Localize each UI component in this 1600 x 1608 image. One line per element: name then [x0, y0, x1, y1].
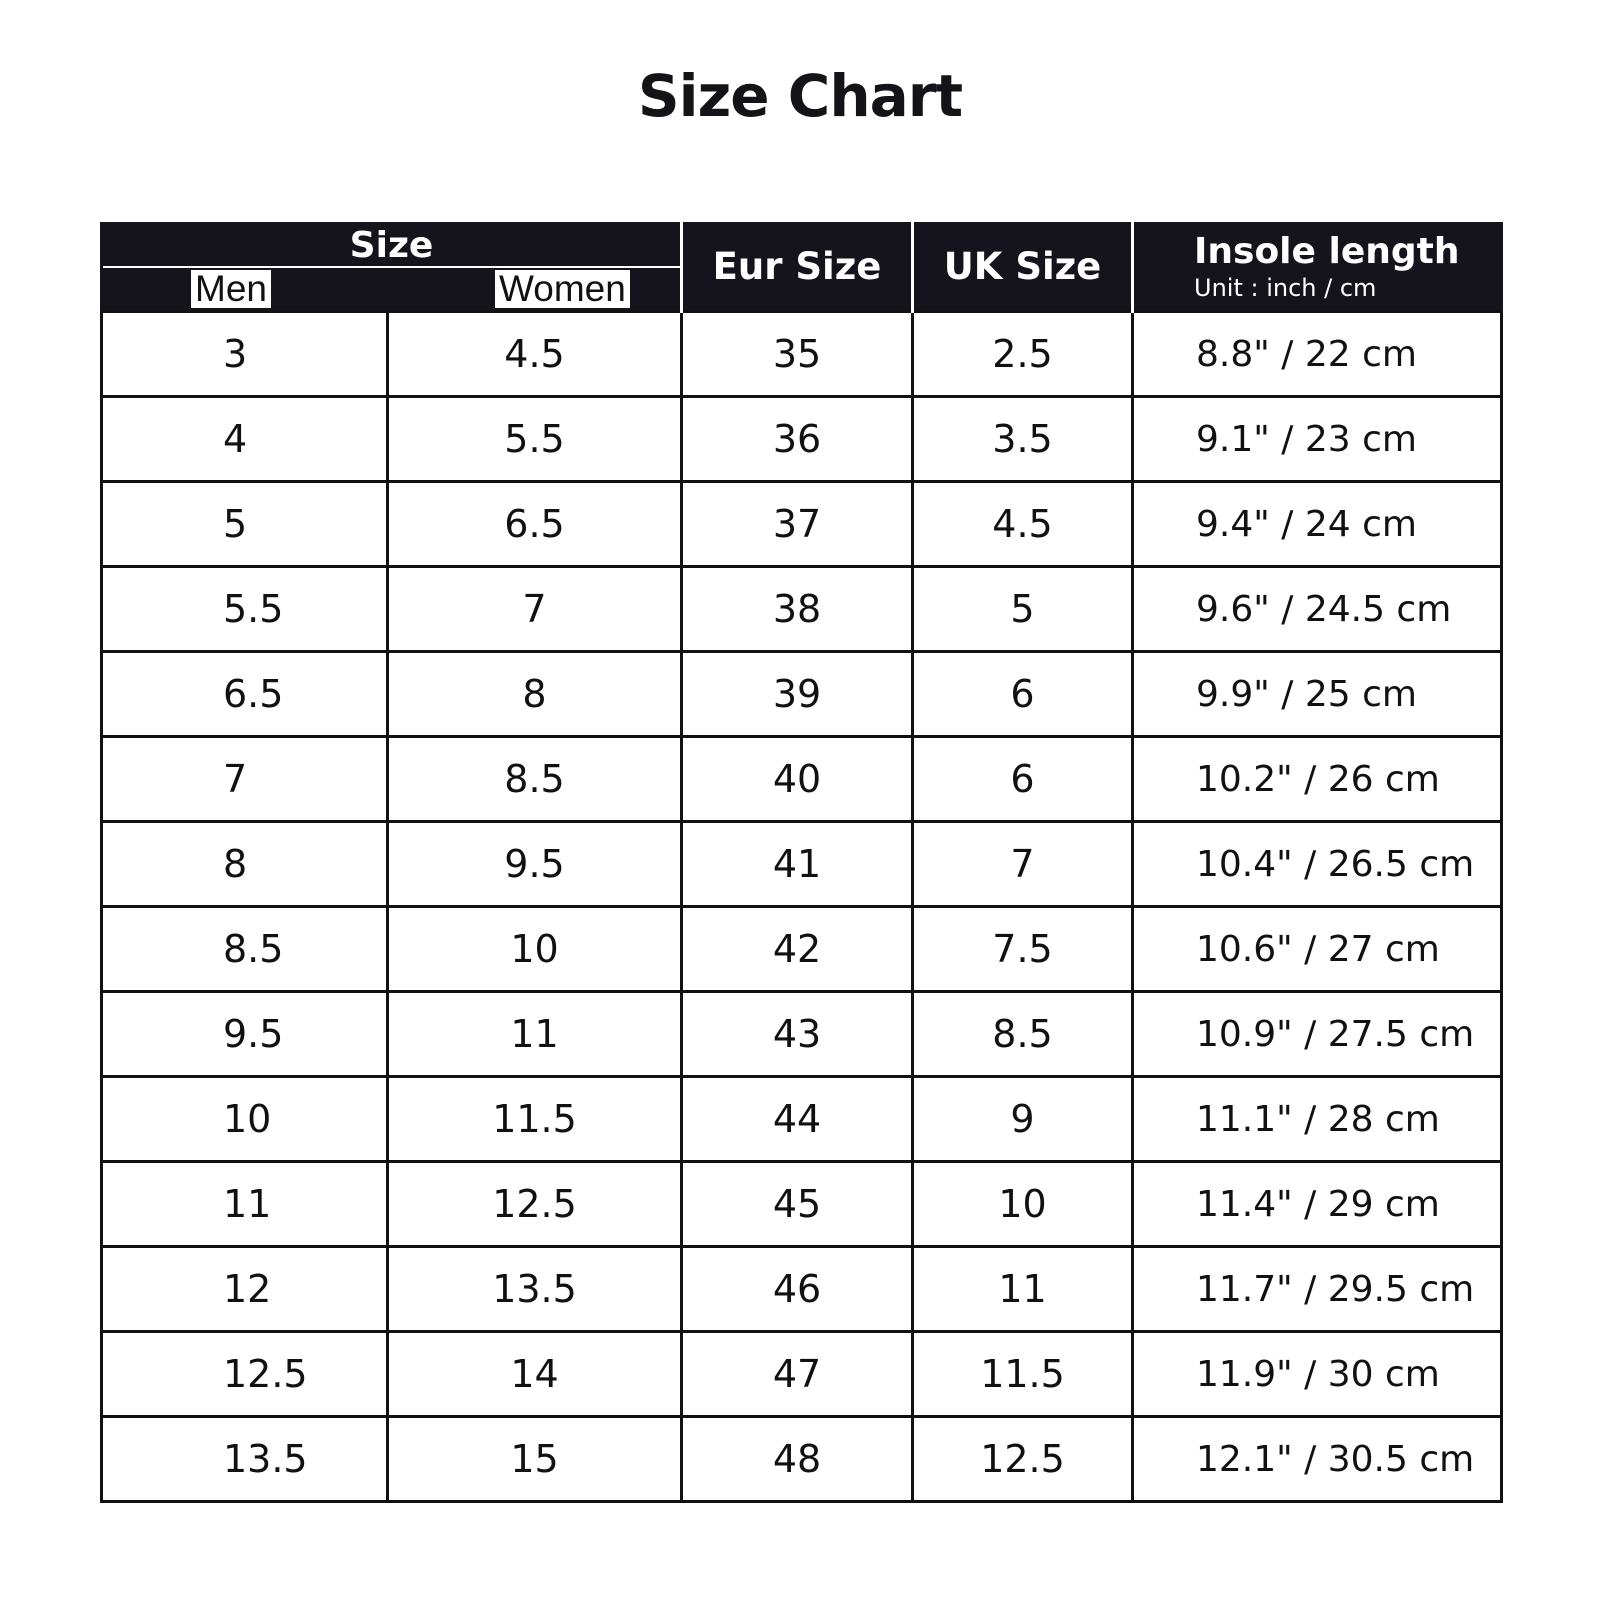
table-row	[102, 1162, 1502, 1247]
insole-length-header	[1133, 222, 1502, 312]
men-size-cell: 8	[102, 822, 388, 907]
uk-size-cell: 4.5	[913, 482, 1133, 567]
table-header	[102, 222, 1502, 312]
men-size-cell: 4	[102, 397, 388, 482]
size-header-label: Size	[349, 225, 434, 266]
women-size-cell: 8.5	[388, 737, 682, 822]
uk-size-cell: 9	[913, 1077, 1133, 1162]
women-size-cell: 11	[388, 992, 682, 1077]
table-row	[102, 1077, 1502, 1162]
table-row	[102, 652, 1502, 737]
insole-length-cell: 11.1" / 28 cm	[1133, 1077, 1502, 1162]
insole-length-cell: 10.2" / 26 cm	[1133, 737, 1502, 822]
uk-size-cell: 6	[913, 652, 1133, 737]
table-row	[102, 397, 1502, 482]
men-size-cell: 3	[102, 312, 388, 397]
insole-length-cell: 11.7" / 29.5 cm	[1133, 1247, 1502, 1332]
table-row	[102, 907, 1502, 992]
insole-unit-label: Unit : inch / cm	[1194, 274, 1377, 302]
insole-length-cell: 9.4" / 24 cm	[1133, 482, 1502, 567]
insole-length-cell: 11.9" / 30 cm	[1133, 1332, 1502, 1417]
table-row	[102, 567, 1502, 652]
men-size-cell: 12.5	[102, 1332, 388, 1417]
women-size-cell: 14	[388, 1332, 682, 1417]
men-size-cell: 6.5	[102, 652, 388, 737]
table-row	[102, 1417, 1502, 1502]
women-size-cell: 4.5	[388, 312, 682, 397]
women-size-cell: 11.5	[388, 1077, 682, 1162]
table-row	[102, 1247, 1502, 1332]
women-size-cell: 7	[388, 567, 682, 652]
insole-length-cell: 9.9" / 25 cm	[1133, 652, 1502, 737]
uk-size-cell: 5	[913, 567, 1133, 652]
uk-size-cell: 8.5	[913, 992, 1133, 1077]
page-title: Size Chart	[637, 62, 963, 130]
women-size-cell: 9.5	[388, 822, 682, 907]
women-size-cell: 13.5	[388, 1247, 682, 1332]
eur-size-cell: 37	[682, 482, 913, 567]
eur-size-cell: 46	[682, 1247, 913, 1332]
men-size-cell: 5.5	[102, 567, 388, 652]
men-size-cell: 13.5	[102, 1417, 388, 1502]
men-size-cell: 8.5	[102, 907, 388, 992]
insole-length-cell: 10.6" / 27 cm	[1133, 907, 1502, 992]
women-size-cell: 5.5	[388, 397, 682, 482]
table-row	[102, 992, 1502, 1077]
men-header-label: Men	[191, 270, 271, 308]
uk-size-cell: 3.5	[913, 397, 1133, 482]
uk-size-cell: 6	[913, 737, 1133, 822]
insole-length-cell: 8.8" / 22 cm	[1133, 312, 1502, 397]
men-size-cell: 11	[102, 1162, 388, 1247]
table-body	[102, 312, 1502, 1502]
men-size-cell: 5	[102, 482, 388, 567]
uk-size-cell: 10	[913, 1162, 1133, 1247]
table-row	[102, 822, 1502, 907]
insole-length-cell: 12.1" / 30.5 cm	[1133, 1417, 1502, 1502]
insole-length-cell: 10.4" / 26.5 cm	[1133, 822, 1502, 907]
women-size-cell: 10	[388, 907, 682, 992]
table-row	[102, 737, 1502, 822]
eur-size-cell: 48	[682, 1417, 913, 1502]
women-size-cell: 12.5	[388, 1162, 682, 1247]
insole-header-label: Insole length	[1194, 231, 1460, 272]
size-group-header	[102, 222, 682, 312]
insole-length-cell: 10.9" / 27.5 cm	[1133, 992, 1502, 1077]
women-header-label: Women	[495, 270, 630, 308]
uk-size-cell: 12.5	[913, 1417, 1133, 1502]
table-row	[102, 1332, 1502, 1417]
eur-size-cell: 47	[682, 1332, 913, 1417]
eur-size-cell: 35	[682, 312, 913, 397]
men-size-cell: 10	[102, 1077, 388, 1162]
eur-size-cell: 43	[682, 992, 913, 1077]
uk-size-cell: 2.5	[913, 312, 1133, 397]
eur-size-cell: 40	[682, 737, 913, 822]
insole-length-cell: 9.6" / 24.5 cm	[1133, 567, 1502, 652]
eur-size-cell: 36	[682, 397, 913, 482]
uk-size-header: UK Size	[913, 222, 1133, 312]
uk-size-cell: 7	[913, 822, 1133, 907]
size-chart-table	[100, 222, 1503, 1503]
header-row	[102, 222, 1502, 312]
men-size-cell: 12	[102, 1247, 388, 1332]
eur-size-cell: 38	[682, 567, 913, 652]
table-row	[102, 482, 1502, 567]
women-size-cell: 8	[388, 652, 682, 737]
eur-size-cell: 42	[682, 907, 913, 992]
table-row	[102, 312, 1502, 397]
uk-size-cell: 11.5	[913, 1332, 1133, 1417]
eur-size-cell: 45	[682, 1162, 913, 1247]
eur-size-cell: 41	[682, 822, 913, 907]
women-size-cell: 15	[388, 1417, 682, 1502]
men-size-cell: 7	[102, 737, 388, 822]
eur-size-header: Eur Size	[682, 222, 913, 312]
men-size-cell: 9.5	[102, 992, 388, 1077]
eur-size-cell: 44	[682, 1077, 913, 1162]
women-size-cell: 6.5	[388, 482, 682, 567]
insole-length-cell: 9.1" / 23 cm	[1133, 397, 1502, 482]
eur-size-cell: 39	[682, 652, 913, 737]
uk-size-cell: 7.5	[913, 907, 1133, 992]
insole-length-cell: 11.4" / 29 cm	[1133, 1162, 1502, 1247]
uk-size-cell: 11	[913, 1247, 1133, 1332]
